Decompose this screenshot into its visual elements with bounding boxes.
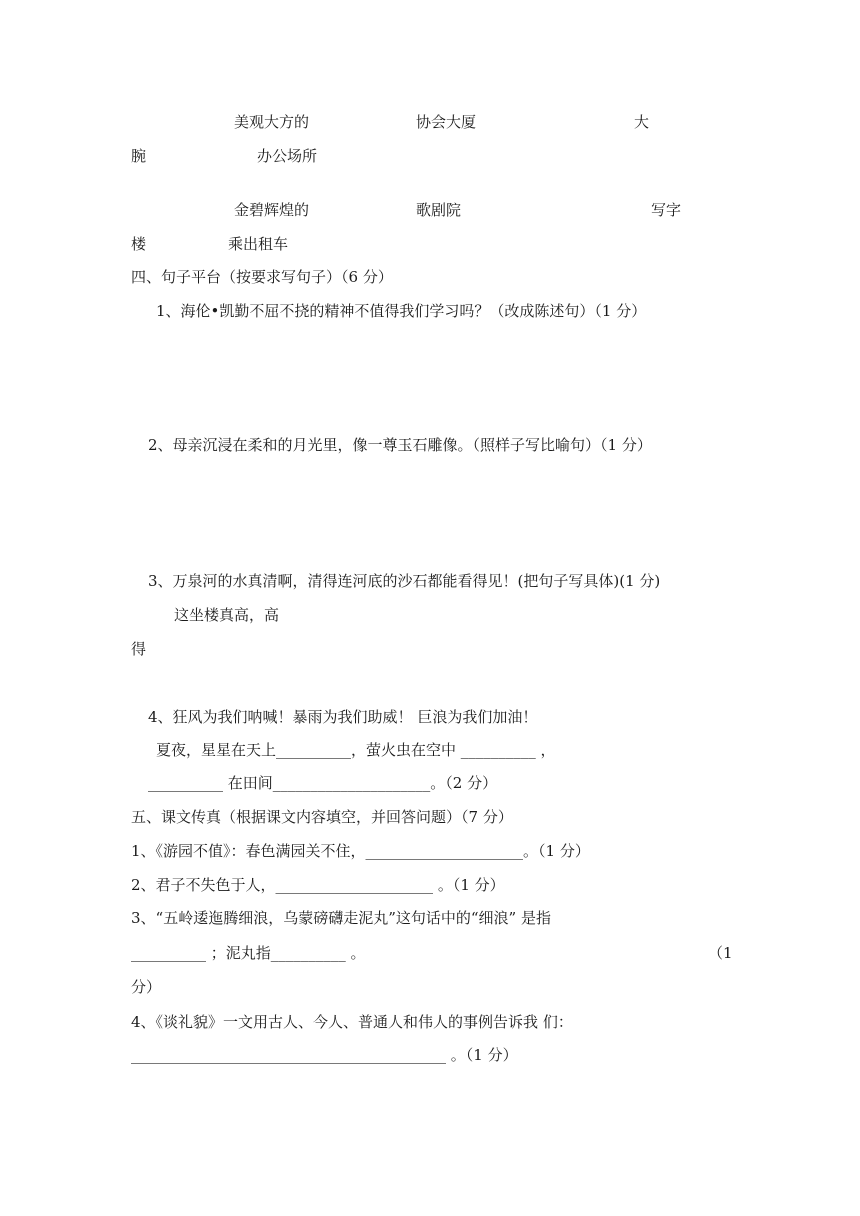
section4-q3: 3、万泉河的水真清啊，清得连河底的沙石都能看得见！(把句子写具体)(1 分) <box>148 572 661 590</box>
section5-q3: 3、“五岭逶迤腾细浪，乌蒙磅礴走泥丸”这句话中的“细浪” 是指 <box>131 909 551 927</box>
section4-q4-line2: __________ 在田间_____________________。（2 分） <box>148 774 498 792</box>
match-item-chuzuche: 乘出租车 <box>228 235 289 253</box>
section5-q4: 4、《谈礼貌》一文用古人、今人、普通人和伟人的事例告诉我 们： <box>131 1013 573 1031</box>
section4-q4: 4、狂风为我们呐喊！暴雨为我们助威！ 巨浪为我们加油！ <box>148 708 538 726</box>
section5-q2: 2、君子不失色于人，_____________________ 。（1 分） <box>131 876 505 894</box>
section4-q2: 2、母亲沉浸在柔和的月光里，像一尊玉石雕像。（照样子写比喻句）（1 分） <box>148 436 652 454</box>
section4-q3-answer-line1: 这坐楼真高，高 <box>174 606 280 624</box>
match-item-meiguan: 美观大方的 <box>234 113 310 131</box>
match-item-xiezi: 写字 <box>651 201 682 219</box>
match-item-gejuyuan: 歌剧院 <box>416 201 462 219</box>
match-item-wan: 腕 <box>131 147 147 165</box>
section5-q1: 1、《游园不值》：春色满园关不住，_____________________。（1 分） <box>131 842 590 860</box>
match-item-xiehui: 协会大厦 <box>416 113 477 131</box>
match-item-da: 大 <box>634 113 650 131</box>
match-item-lou: 楼 <box>131 235 147 253</box>
section5-q3-score: （1 <box>708 944 733 962</box>
match-item-bangong: 办公场所 <box>257 147 318 165</box>
section5-q3-line2: __________ ；泥丸指__________ 。 <box>131 944 366 962</box>
section5-heading: 五、课文传真（根据课文内容填空，并回答问题）（7 分） <box>131 808 513 826</box>
match-item-jinbi: 金碧辉煌的 <box>234 201 310 219</box>
section4-heading: 四、句子平台（按要求写句子）（6 分） <box>131 268 393 286</box>
section4-q3-answer-line2: 得 <box>131 640 147 658</box>
section4-q4-line1: 夏夜，星星在天上__________，萤火虫在空中 __________ ， <box>156 741 556 759</box>
section5-q3-score-wrap: 分） <box>131 978 162 996</box>
section5-q4-line2: __________________________________________ 。（1 分） <box>131 1046 518 1064</box>
section4-q1: 1、海伦•凯勤不屈不挠的精神不值得我们学习吗？（改成陈述句）（1 分） <box>156 302 647 320</box>
